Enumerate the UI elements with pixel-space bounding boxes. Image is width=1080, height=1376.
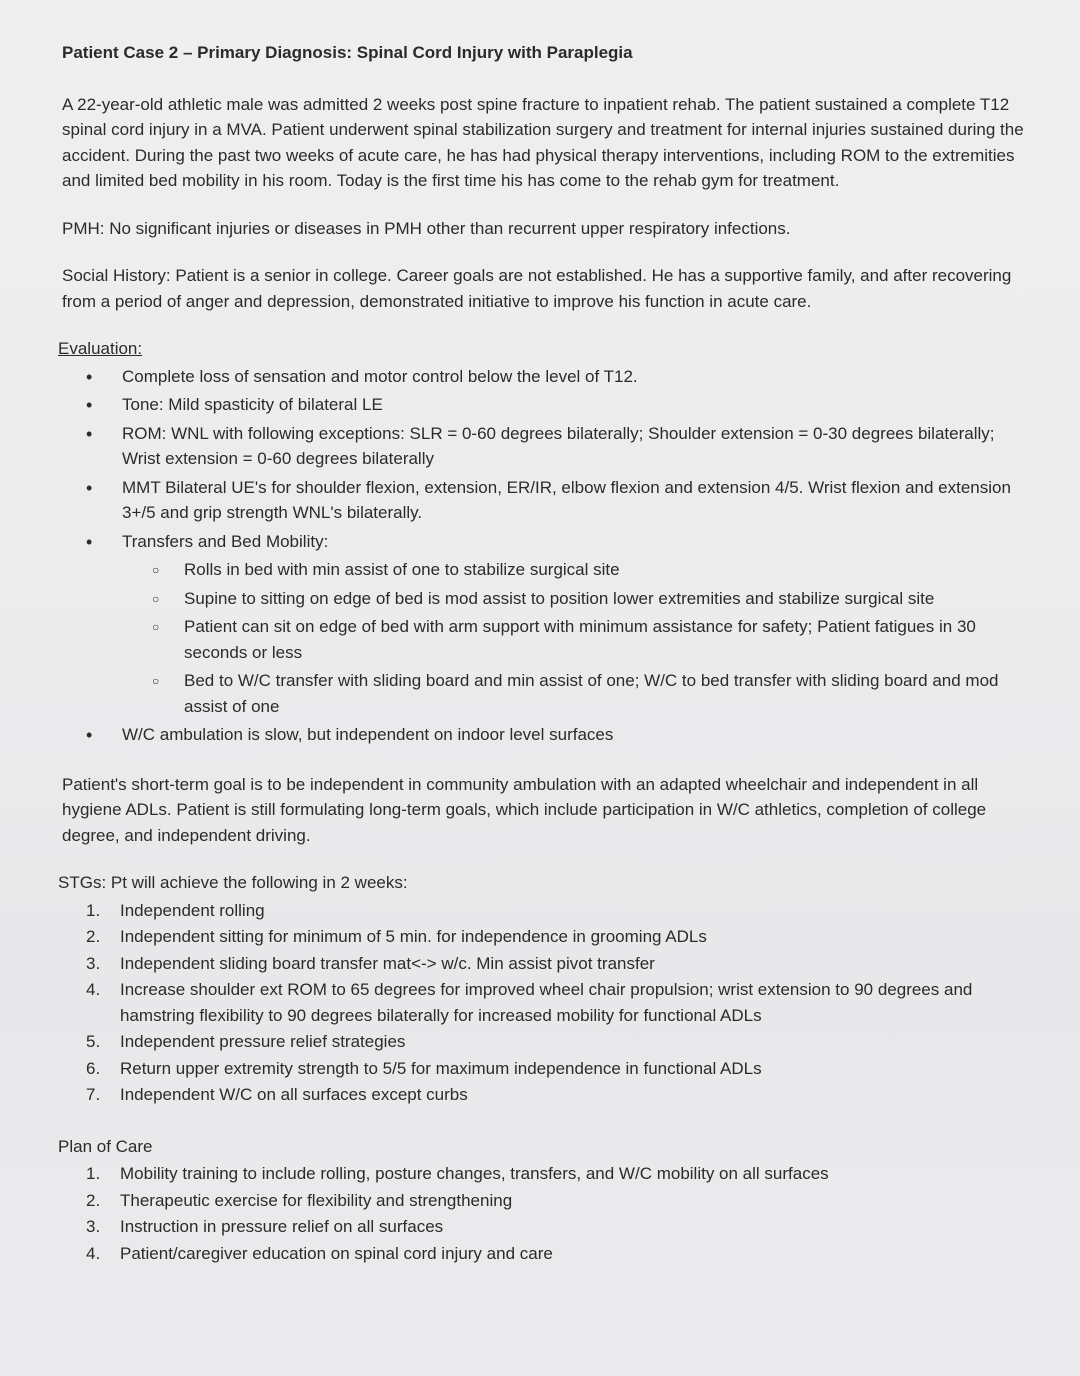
list-number: 3. [86, 1217, 101, 1236]
stg-item [58, 951, 1030, 977]
transfer-item: ○ Bed to W/C transfer with sliding board and min assist of one; W/C to bed transfer with sliding board and mod assist of one [122, 668, 1030, 719]
transfer-item: ○ Patient can sit on edge of bed with arm support with minimum assistance for safety; Patient fatigues in 30 seconds or less [122, 614, 1030, 665]
list-number: 1. [86, 900, 101, 920]
plan-text: Instruction in pressure relief on all surfaces [120, 1217, 444, 1236]
stgs-list [58, 898, 1030, 1108]
list-number: 4. [86, 980, 101, 999]
transfer-item: ○ Rolls in bed with min assist of one to stabilize surgical site [122, 557, 1030, 583]
evaluation-item: • MMT Bilateral UE's for shoulder flexion, extension, ER/IR, elbow flexion and extension 4/5. Wrist flexion and extension 3+/5 and grip strength WNL's bilaterally. [58, 475, 1030, 526]
list-number: 5. [86, 1032, 101, 1051]
list-number: 1. [86, 1164, 101, 1183]
plan-item [58, 1161, 1030, 1187]
list-number: 4. [86, 1243, 101, 1263]
evaluation-item: • Tone: Mild spasticity of bilateral LE [58, 392, 1030, 418]
stg-text: Increase shoulder ext ROM to 65 degrees for improved wheel chair propulsion; wrist extension to 90 degrees and hamstring flexibility to 90 degrees bilaterally for increased mobility for functional ADLs [120, 980, 973, 1025]
list-number: 2. [86, 927, 101, 946]
stg-text: Return upper extremity strength to 5/5 for maximum independence in functional ADLs [120, 1058, 762, 1078]
plan-text: Mobility training to include rolling, posture changes, transfers, and W/C mobility on all surfaces [120, 1164, 829, 1183]
plan-item [58, 1241, 1030, 1267]
plan-of-care-heading: Plan of Care [58, 1136, 153, 1156]
intro-paragraph: A 22-year-old athletic male was admitted 2 weeks post spine fracture to inpatient rehab. The patient sustained a complete T12 spinal cord injury in a MVA. Patient underwent spinal stabilization surgery and treatment for internal injuries sustained during the accident. During the past two weeks of acute care, he has had physical therapy interventions, including ROM to the extremities and limited bed mobility in his room. Today is the first time his has come to the rehab gym for treatment. [62, 94, 1024, 190]
evaluation-list [58, 364, 1030, 748]
list-number: 7. [86, 1085, 101, 1104]
evaluation-heading: Evaluation: [58, 339, 143, 358]
goals-paragraph: Patient's short-term goal is to be independent in community ambulation with an adapted wheelchair and independent in all hygiene ADLs. Patient is still formulating long-term goals, which include participation in W/C athletics, completion of college degree, and independent driving. [62, 774, 987, 845]
stgs-heading: STGs: Pt will achieve the following in 2 weeks: [58, 873, 408, 892]
document-content [58, 40, 1030, 1292]
stg-item [58, 1056, 1030, 1082]
stg-item [58, 924, 1030, 950]
plan-of-care-list [58, 1161, 1030, 1266]
stg-item [58, 898, 1030, 924]
plan-text: Patient/caregiver education on spinal cord injury and care [120, 1243, 553, 1263]
stg-item [58, 1082, 1030, 1108]
plan-text: Therapeutic exercise for flexibility and strengthening [120, 1190, 513, 1210]
transfers-heading: Transfers and Bed Mobility: [122, 531, 329, 551]
case-title: Patient Case 2 – Primary Diagnosis: Spinal Cord Injury with Paraplegia [62, 43, 633, 62]
evaluation-item: • Complete loss of sensation and motor control below the level of T12. [58, 364, 1030, 390]
list-number: 6. [86, 1058, 101, 1078]
evaluation-item: • ROM: WNL with following exceptions: SLR = 0-60 degrees bilaterally; Shoulder extension = 0-30 degrees bilaterally; Wrist extension = 0-60 degrees bilaterally [58, 421, 1030, 472]
plan-item [58, 1188, 1030, 1214]
evaluation-item: • W/C ambulation is slow, but independent on indoor level surfaces [58, 722, 1030, 748]
pmh-paragraph: PMH: No significant injuries or diseases in PMH other than recurrent upper respiratory infections. [62, 218, 791, 238]
social-history-paragraph: Social History: Patient is a senior in college. Career goals are not established. He has a supportive family, and after recovering from a period of anger and depression, demonstrated initiative to improve his function in acute care. [62, 266, 1012, 311]
transfer-item: ○ Supine to sitting on edge of bed is mod assist to position lower extremities and stabilize surgical site [122, 586, 1030, 612]
evaluation-item-transfers [58, 529, 1030, 720]
list-number: 2. [86, 1190, 101, 1210]
transfers-list [122, 557, 1030, 719]
stg-text: Independent W/C on all surfaces except curbs [120, 1085, 468, 1104]
stg-item [58, 977, 1030, 1028]
list-number: 3. [86, 953, 101, 973]
plan-item [58, 1214, 1030, 1240]
stg-text: Independent pressure relief strategies [120, 1032, 406, 1051]
stg-text: Independent sitting for minimum of 5 min. for independence in grooming ADLs [120, 927, 707, 946]
stg-text: Independent sliding board transfer mat<-> w/c. Min assist pivot transfer [120, 953, 655, 973]
stg-item [58, 1029, 1030, 1055]
stg-text: Independent rolling [120, 900, 265, 920]
